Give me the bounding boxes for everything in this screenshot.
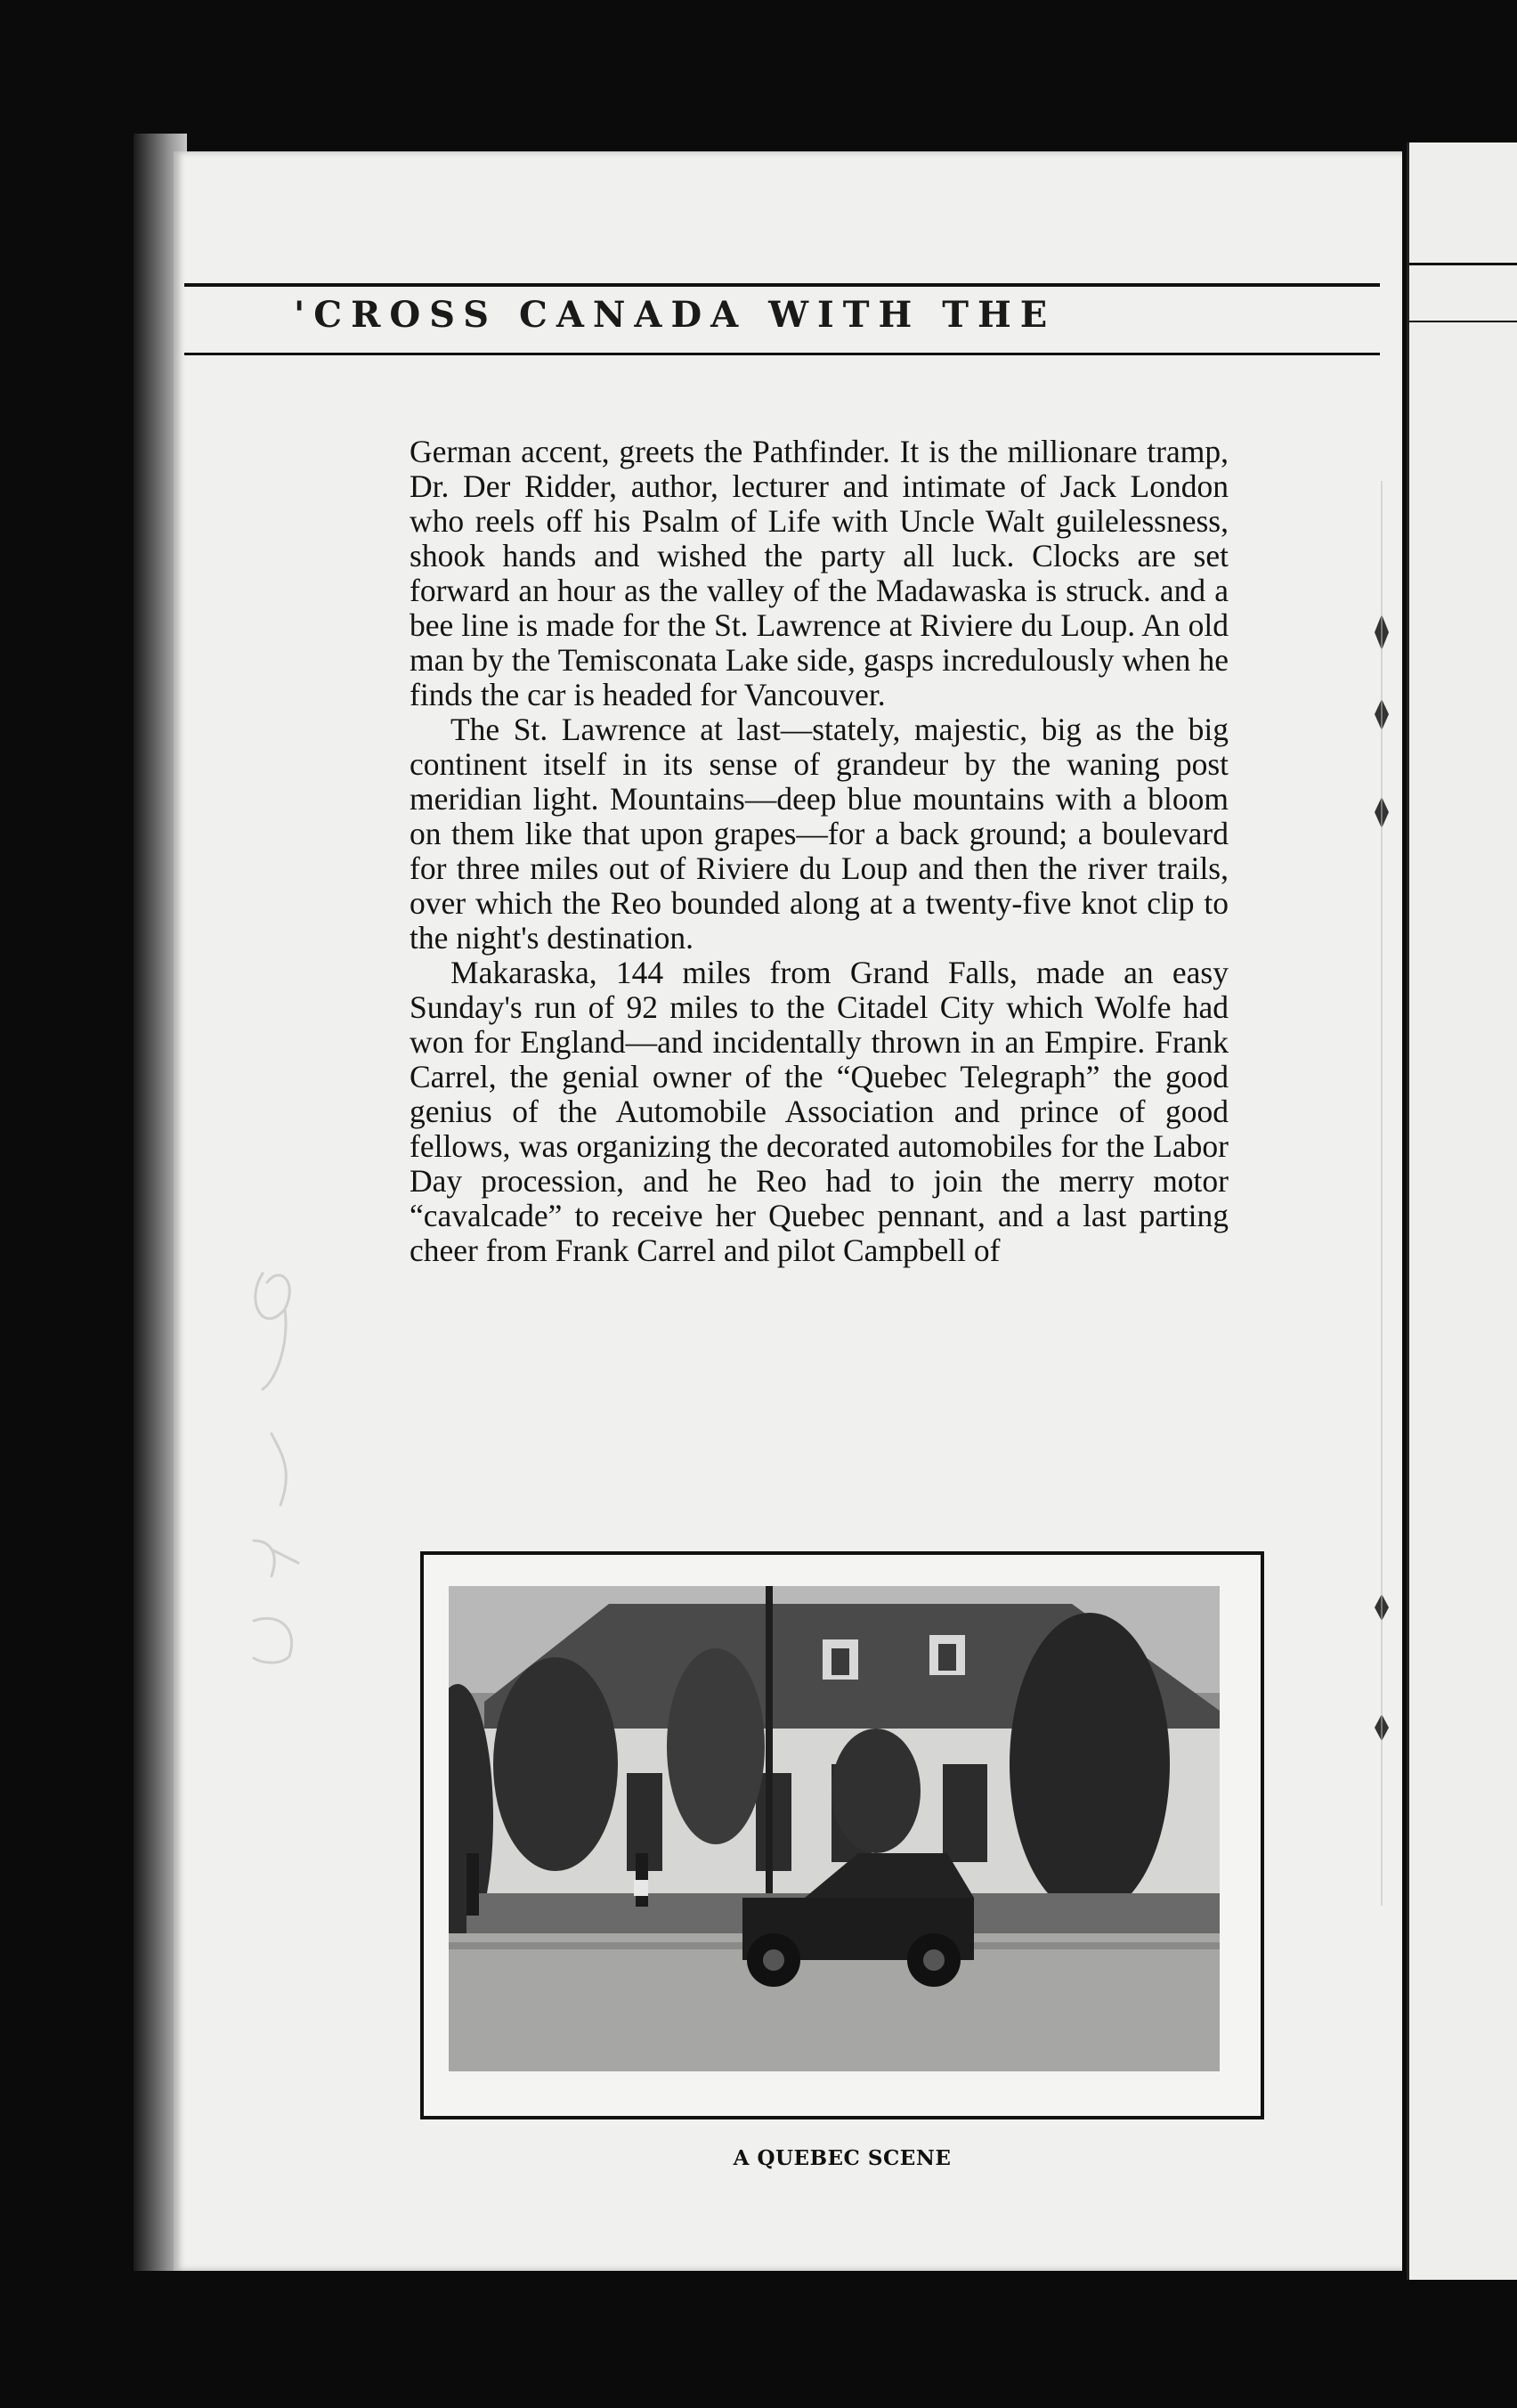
quebec-scene-photo (449, 1586, 1220, 2071)
photo-frame (420, 1551, 1264, 2119)
page-bottom-border (174, 2271, 1407, 2408)
paragraph-3: Makaraska, 144 miles from Grand Falls, made an easy Sunday's run of 92 miles to the Citadel City which Wolfe had won for England—and incidentally thrown in an Empire. Frank Carrel, the genial owner of the “Quebec Telegraph” the good genius of the Automobile Association and prince of good fellows, was organizing the decorated automobiles for the Labor Day procession, and he Reo had to join the merry motor “cavalcade” to receive her Quebec pennant, and a last parting cheer from Frank Carrel and pilot Campbell of (410, 955, 1229, 1268)
paragraph-1: German accent, greets the Pathfinder. It is the millionare tramp, Dr. Der Ridder, author, lecturer and intimate of Jack London who reels off his Psalm of Life with Uncle Walt guilelessness, shook hands and wished the party all luck. Clocks are set forward an hour as the valley of the Madawaska is struck. and a bee line is made for the St. Lawrence at Riviere du Loup. An old man by the Temisconata Lake side, gasps incredulously when he finds the car is headed for Vancouver. (410, 434, 1229, 712)
facing-page-rule-top (1409, 263, 1517, 265)
header-rule-top (184, 283, 1380, 287)
facing-page-rule-bottom (1409, 321, 1517, 322)
handwritten-note (227, 1247, 352, 1674)
paragraph-2: The St. Lawrence at last—stately, majestic, big as the big continent itself in its sense of grandeur by the waning post meridian light. Mountains—deep blue mountains with a bloom on them like that upon grapes—for a back ground; a boulevard for three miles out of Riviere du Loup and then the river trails, over which the Reo bounded along at a twenty-five knot clip to the night's destination. (410, 712, 1229, 956)
figure-caption: A QUEBEC SCENE (733, 2146, 952, 2170)
header-rule-bottom (184, 353, 1380, 355)
running-head: 'CROSS CANADA WITH THE (294, 294, 1057, 336)
binding-stitch-marks (1362, 481, 1407, 1906)
body-text (410, 435, 1229, 1268)
facing-page-edge (1407, 142, 1517, 2280)
